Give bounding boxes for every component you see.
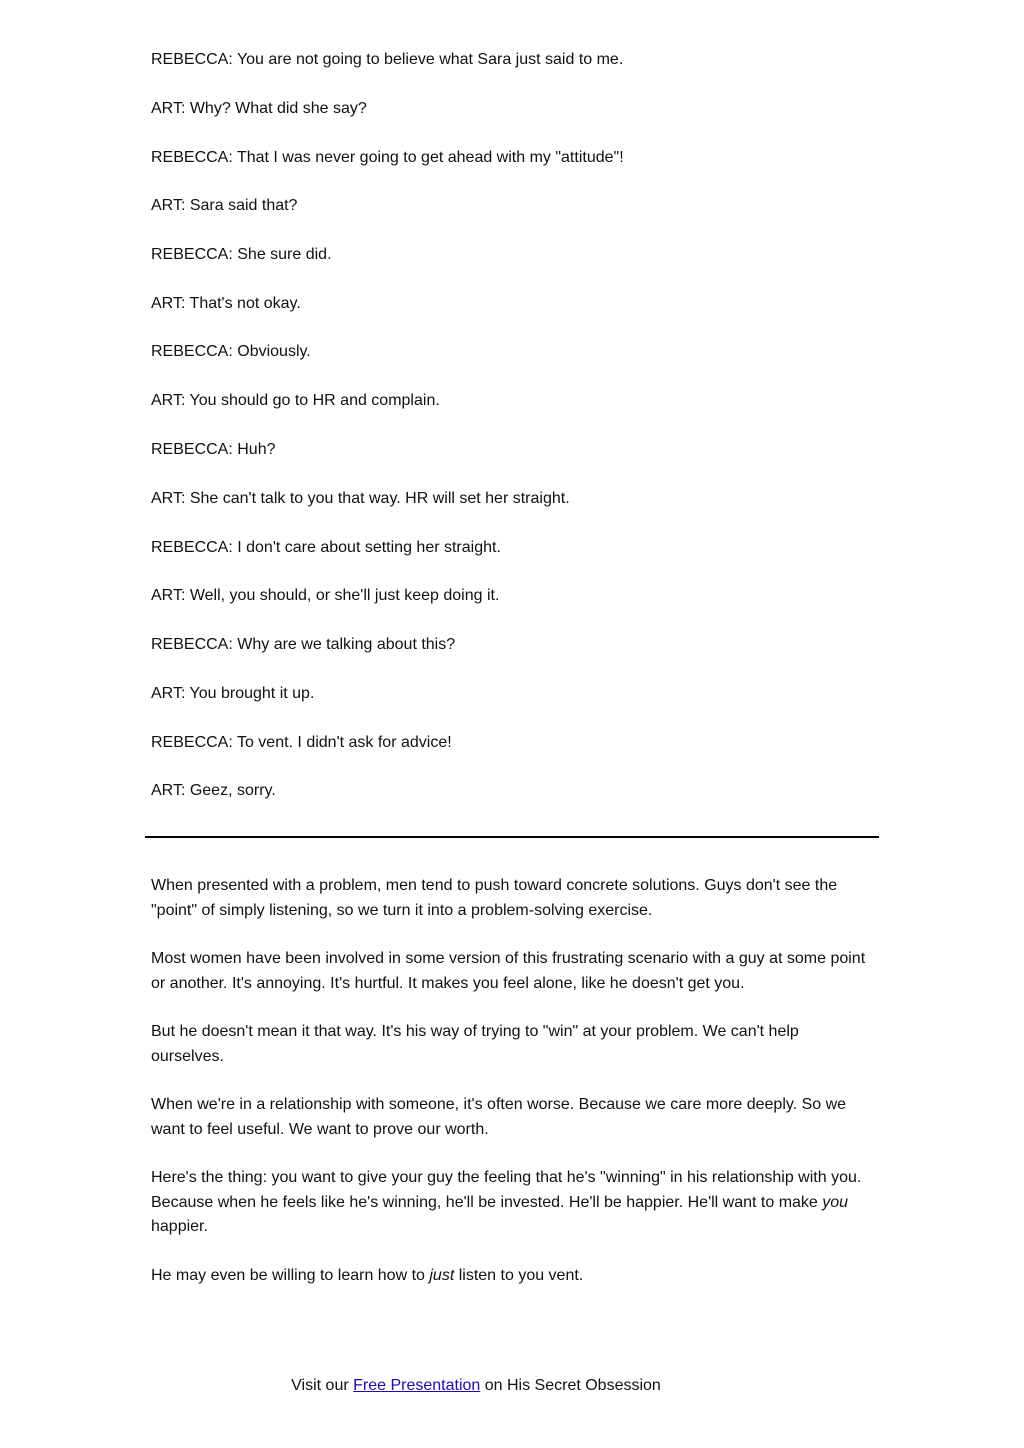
paragraph: When we're in a relationship with someone, it's often worse. Because we care more deeply. So we want to feel useful. We want to prove our worth. bbox=[151, 1096, 847, 1138]
emphasis-text: just bbox=[429, 1266, 455, 1284]
paragraph: When presented with a problem, men tend to push toward concrete solutions. Guys don't see the "point" of simply listening, so we turn it into a problem-solving exercise. bbox=[151, 877, 838, 919]
dialogue-line: REBECCA: Huh? bbox=[151, 441, 276, 458]
footer-suffix: on His Secret Obsession bbox=[480, 1377, 661, 1394]
dialogue-line: REBECCA: That I was never going to get ahead with my "attitude"! bbox=[151, 149, 624, 166]
dialogue-line: ART: You should go to HR and complain. bbox=[151, 392, 440, 409]
paragraph bbox=[151, 1264, 875, 1289]
dialogue-line: REBECCA: I don't care about setting her straight. bbox=[151, 539, 501, 556]
dialogue-line: REBECCA: She sure did. bbox=[151, 246, 332, 263]
article-body bbox=[151, 874, 875, 1312]
dialogue-line: REBECCA: To vent. I didn't ask for advice! bbox=[151, 734, 452, 751]
paragraph-text: listen to you vent. bbox=[454, 1266, 584, 1284]
footer-prefix: Visit our bbox=[291, 1377, 354, 1394]
dialogue-line: ART: You brought it up. bbox=[151, 685, 315, 702]
emphasis-text: you bbox=[822, 1193, 849, 1211]
horizontal-divider bbox=[145, 836, 879, 838]
dialogue-line: ART: She can't talk to you that way. HR will set her straight. bbox=[151, 490, 570, 507]
dialogue-line: ART: Why? What did she say? bbox=[151, 100, 367, 117]
paragraph: Most women have been involved in some version of this frustrating scenario with a guy at some point or another. It's annoying. It's hurtful. It makes you feel alone, like he doesn't get you. bbox=[151, 950, 866, 992]
paragraph-text: happier. bbox=[151, 1218, 208, 1235]
dialogue-line: ART: Well, you should, or she'll just keep doing it. bbox=[151, 587, 500, 604]
dialogue-line: ART: That's not okay. bbox=[151, 295, 301, 312]
paragraph-text: Here's the thing: you want to give your guy the feeling that he's "winning" in his relationship with you. Because when he feels like he's winning, he'll be invested. He'll be happier. He'll want to make bbox=[151, 1169, 862, 1211]
free-presentation-link[interactable]: Free Presentation bbox=[353, 1377, 481, 1394]
dialogue-line: ART: Geez, sorry. bbox=[151, 782, 276, 799]
dialogue-line: ART: Sara said that? bbox=[151, 197, 298, 214]
paragraph: But he doesn't mean it that way. It's his way of trying to "win" at your problem. We can't help ourselves. bbox=[151, 1023, 799, 1065]
paragraph-text: He may even be willing to learn how to bbox=[151, 1266, 430, 1284]
paragraph bbox=[151, 1166, 875, 1240]
footer bbox=[0, 1376, 952, 1396]
dialogue-line: REBECCA: Obviously. bbox=[151, 343, 311, 360]
dialogue-line: REBECCA: You are not going to believe what Sara just said to me. bbox=[151, 51, 624, 68]
dialogue-line: REBECCA: Why are we talking about this? bbox=[151, 636, 456, 653]
